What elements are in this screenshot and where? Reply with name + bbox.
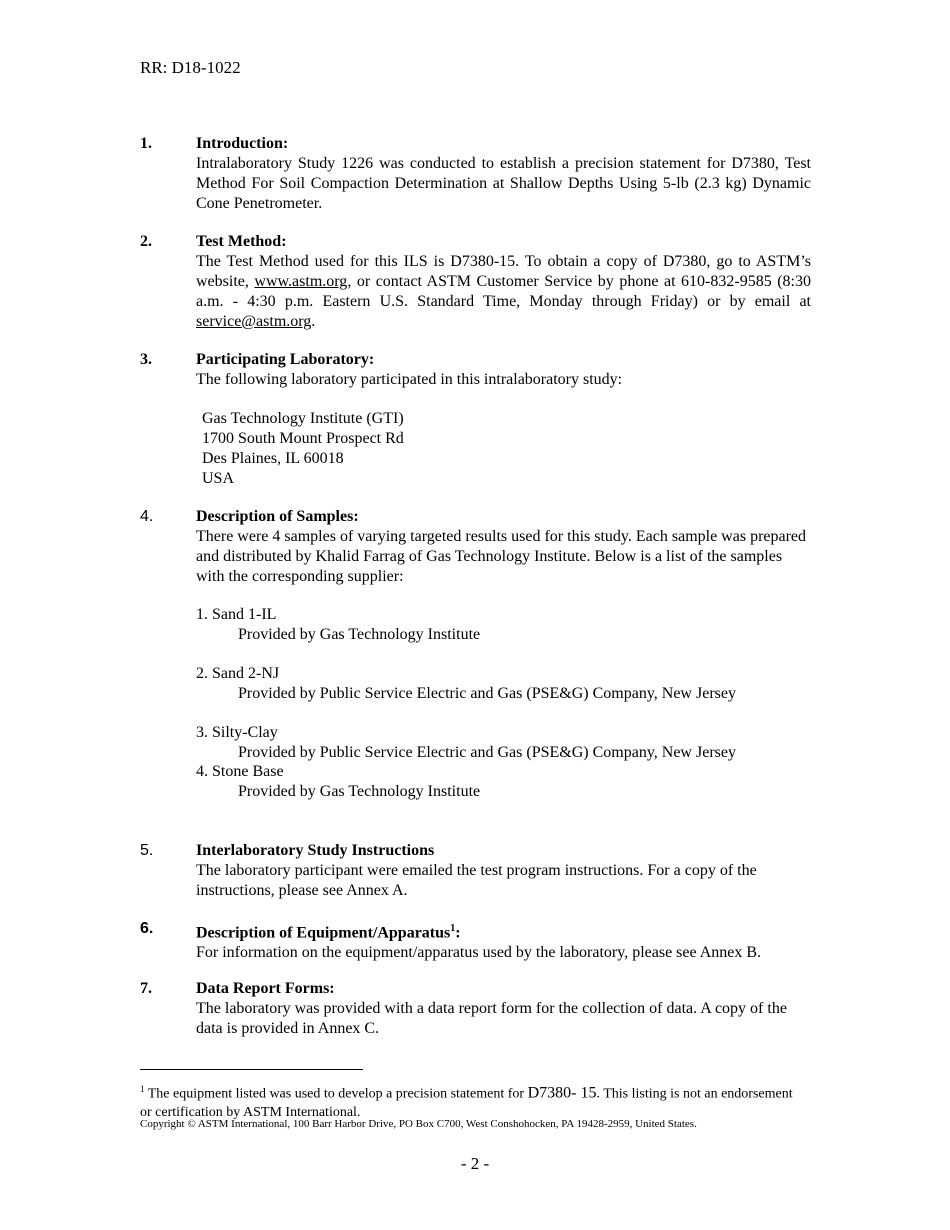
sample-item: 2. Sand 2-NJ [196,665,280,682]
copyright-notice: Copyright © ASTM International, 100 Barr Harbor Drive, PO Box C700, West Conshohocken, PA 19428-2959, United States. [140,1118,697,1130]
section-4-body: There were 4 samples of varying targeted results used for this study. Each sample was prepared and distributed by Khalid Farrag of Gas Technology Institute. Below is a list of the samples with the corresponding supplier: [196,528,807,585]
astm-website-link[interactable]: www.astm.org [254,273,348,290]
footnote-divider [140,1069,363,1070]
section-1-body: Intralaboratory Study 1226 was conducted to establish a precision statement for D7380, Test Method For Soil Compaction Determination at Shallow Depths Using 5-lb (2.3 kg) Dynamic Cone Penetrometer. [196,155,811,212]
section-2-text-b: , or contact ASTM Customer Service by phone at 610-832-9585 (8:30 a.m. - 4:30 p.m. Eastern U.S. Standard Time, Monday through Friday) or by email at [196,273,812,310]
section-2-text-c: . [311,313,316,330]
address-line: USA [202,470,235,487]
section-1-number: 1. [140,135,152,152]
address-line: Gas Technology Institute (GTI) [202,410,404,427]
footnote-reference: 1 [450,923,456,934]
address-line: 1700 South Mount Prospect Rd [202,430,404,447]
footnote [140,1080,800,1122]
section-2-title: Test Method: [196,233,287,250]
footnote-marker: 1 [140,1084,145,1094]
section-5-title: Interlaboratory Study Instructions [196,842,435,859]
section-6-number: 6. [140,920,154,937]
sample-item: 3. Silty-Clay [196,724,278,741]
sample-item: 1. Sand 1-IL [196,606,277,623]
sample-provider: Provided by Gas Technology Institute [238,783,481,800]
address-line: Des Plaines, IL 60018 [202,450,344,467]
section-5 [196,841,811,901]
section-1 [196,134,811,214]
section-2-body [196,252,811,332]
lab-address [202,409,404,489]
section-7-number: 7. [140,980,152,997]
section-4-number: 4. [140,508,154,525]
sample-provider: Provided by Public Service Electric and Gas (PSE&G) Company, New Jersey [238,685,736,702]
section-3-number: 3. [140,351,152,368]
astm-email-link[interactable]: service@astm.org [196,313,312,330]
section-6-title: Description of Equipment/Apparatus [196,924,451,942]
section-7-title: Data Report Forms: [196,980,335,997]
section-5-number: 5. [140,842,154,859]
section-7 [196,979,811,1039]
section-7-body: The laboratory was provided with a data report form for the collection of data. A copy of the data is provided in Annex C. [196,1000,787,1037]
section-6-body: For information on the equipment/apparatus used by the laboratory, please see Annex B. [196,944,762,962]
page-number: - 2 - [460,1154,490,1173]
section-4-title: Description of Samples: [196,508,359,525]
footnote-standard: D7380- 15 [527,1084,597,1102]
section-2-text-a: The Test Method used for this ILS is D7380-15. To obtain a copy of D7380, go to ASTM’s website, [196,253,811,290]
section-2 [196,232,811,332]
section-1-title: Introduction: [196,135,289,152]
sample-provider: Provided by Gas Technology Institute [238,626,481,643]
section-6 [196,919,811,963]
section-2-number: 2. [140,233,152,250]
section-3 [196,350,811,390]
footnote-text-a: The equipment listed was used to develop a precision statement for [144,1086,528,1102]
document-id-header: RR: D18-1022 [140,58,241,77]
section-4 [196,507,811,587]
footnote-text-b: . This listing is not an endorsement or certification by ASTM International. [140,1086,793,1120]
section-5-body: The laboratory participant were emailed the test program instructions. For a copy of the instructions, please see Annex A. [196,862,757,899]
section-6-title-colon: : [455,924,461,942]
sample-provider: Provided by Public Service Electric and Gas (PSE&G) Company, New Jersey [238,744,736,761]
sample-item: 4. Stone Base [196,763,284,780]
section-6-title-line [196,919,811,943]
section-3-title: Participating Laboratory: [196,351,375,368]
section-3-body: The following laboratory participated in this intralaboratory study: [196,371,623,388]
